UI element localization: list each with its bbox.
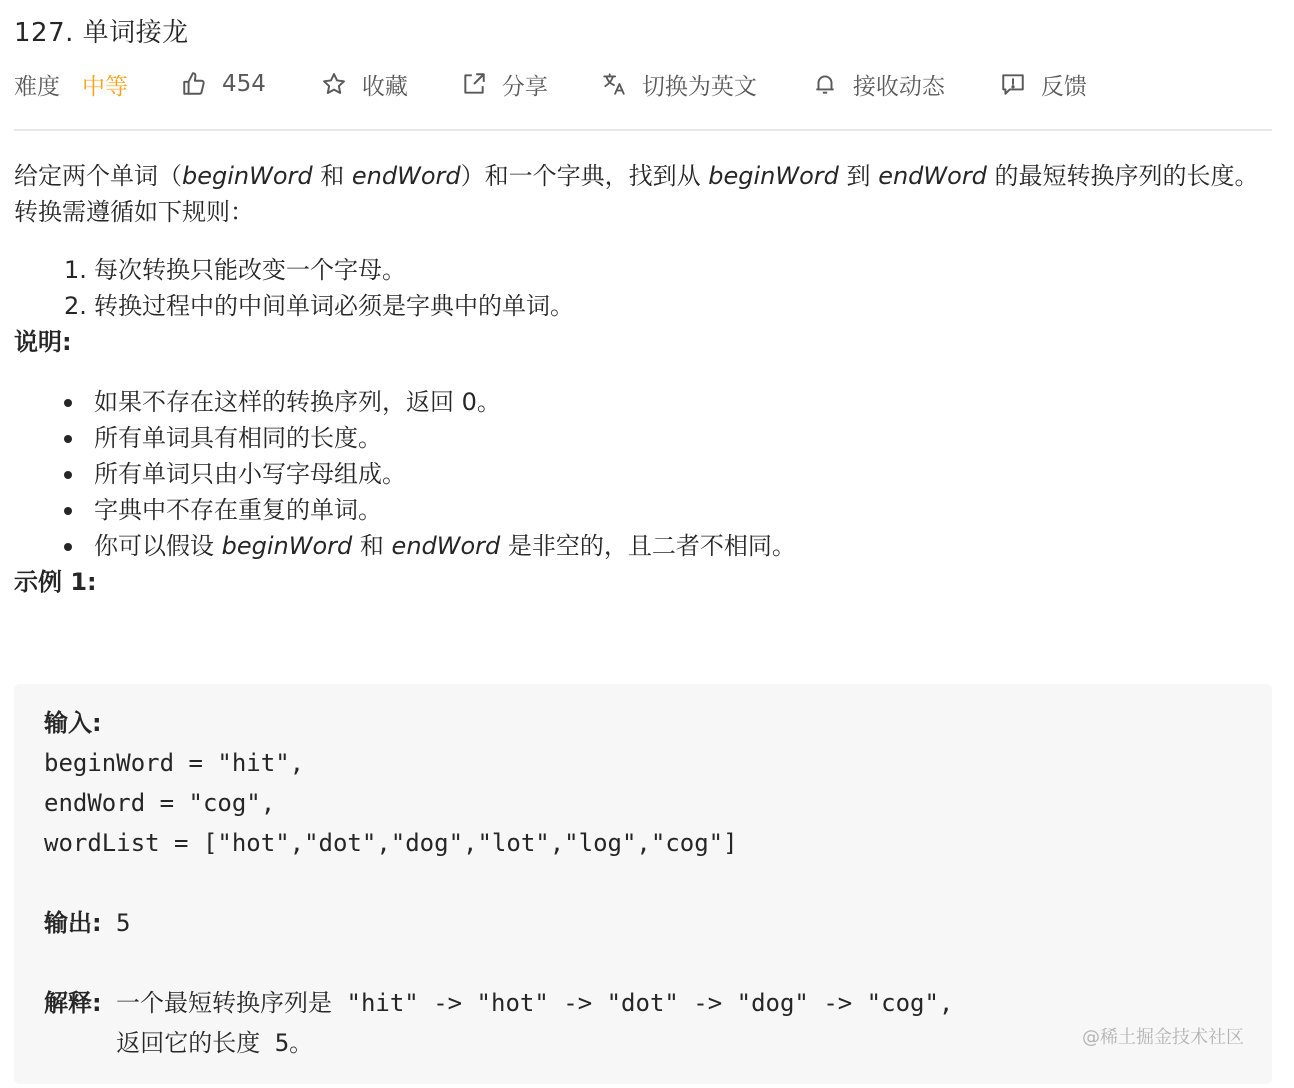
- output-label: 输出:: [44, 909, 102, 937]
- list-number: 1.: [64, 256, 87, 284]
- bullet: [64, 435, 72, 443]
- begin-word-term: beginWord: [708, 162, 839, 190]
- example-code: [44, 703, 953, 1063]
- header-divider: [14, 129, 1272, 131]
- problem-meta-bar: [14, 62, 1272, 106]
- bell-icon: [811, 70, 839, 98]
- follow-button[interactable]: [811, 68, 945, 101]
- list-text: 所有单词只由小写字母组成。: [94, 460, 406, 488]
- example-heading: 示例 1:: [14, 568, 97, 596]
- explanation-label: 解释:: [44, 989, 102, 1017]
- switch-language-label: 切换为英文: [641, 73, 757, 100]
- code-line-begin-word: beginWord = "hit",: [44, 749, 305, 777]
- explanation-line-1: 一个最短转换序列是 "hit" -> "hot" -> "dot" -> "dog" -> "cog",: [101, 989, 954, 1017]
- end-word-term: endWord: [878, 162, 987, 190]
- share-label: 分享: [501, 73, 548, 100]
- feedback-label: 反馈: [1040, 73, 1087, 100]
- feedback-button[interactable]: [999, 68, 1087, 101]
- begin-word-term: beginWord: [221, 532, 353, 560]
- switch-language-button[interactable]: [600, 68, 757, 101]
- feedback-icon: [999, 70, 1027, 98]
- like-count: 454: [222, 71, 266, 97]
- list-text: 是非空的，且二者不相同。: [500, 532, 796, 560]
- list-text: 如果不存在这样的转换序列，返回 0。: [94, 388, 501, 416]
- code-line-end-word: endWord = "cog",: [44, 789, 276, 817]
- notes-list: [14, 384, 1276, 564]
- list-text: 你可以假设: [94, 532, 222, 560]
- intro-text: 到: [838, 162, 879, 190]
- list-number: 2.: [64, 292, 87, 320]
- intro-text: 给定两个单词（: [14, 162, 182, 190]
- intro-paragraph: [14, 158, 1276, 230]
- thumbs-up-icon: [180, 70, 208, 98]
- list-item: [14, 420, 1276, 456]
- list-text: 所有单词具有相同的长度。: [94, 424, 382, 452]
- like-button[interactable]: [180, 70, 266, 98]
- page-title: 127. 单词接龙: [14, 18, 189, 48]
- list-item: [14, 456, 1276, 492]
- difficulty: [14, 68, 128, 101]
- share-icon: [460, 70, 488, 98]
- intro-and: 和: [312, 162, 352, 190]
- output-value: 5: [101, 909, 131, 937]
- problem-description: [14, 158, 1276, 600]
- difficulty-value: 中等: [82, 73, 128, 100]
- rules-list: [14, 252, 1276, 324]
- intro-text: ）和一个字典，找到从: [460, 162, 709, 190]
- list-item: [14, 288, 1276, 324]
- notes-heading: 说明:: [14, 328, 72, 356]
- list-item: [14, 528, 1276, 564]
- list-text: 每次转换只能改变一个字母。: [94, 256, 406, 284]
- bullet: [64, 399, 72, 407]
- example-code-block: [14, 684, 1272, 1084]
- share-button[interactable]: [460, 68, 548, 101]
- difficulty-label: 难度: [14, 73, 60, 100]
- list-item: [14, 492, 1276, 528]
- watermark: @稀土掘金技术社区: [1082, 1027, 1244, 1048]
- end-word-term: endWord: [351, 162, 461, 190]
- list-item: [14, 384, 1276, 420]
- input-label: 输入:: [44, 709, 102, 737]
- list-item: [14, 252, 1276, 288]
- begin-word-term: beginWord: [182, 162, 313, 190]
- end-word-term: endWord: [391, 532, 501, 560]
- bullet: [64, 507, 72, 515]
- explanation-line-2: 返回它的长度 5。: [44, 1029, 314, 1057]
- code-line-word-list: wordList = ["hot","dot","dog","lot","log","cog"]: [44, 829, 738, 857]
- list-text: 和: [352, 532, 392, 560]
- bullet: [64, 543, 72, 551]
- list-text: 字典中不存在重复的单词。: [94, 496, 382, 524]
- favorite-label: 收藏: [361, 73, 408, 100]
- translate-icon: [600, 70, 628, 98]
- favorite-button[interactable]: [320, 68, 408, 101]
- star-icon: [320, 70, 348, 98]
- follow-label: 接收动态: [852, 73, 945, 100]
- list-text: 转换过程中的中间单词必须是字典中的单词。: [94, 292, 574, 320]
- intro-text: 的最短转换序列的长度。转换需遵循如下规则：: [14, 162, 1259, 226]
- bullet: [64, 471, 72, 479]
